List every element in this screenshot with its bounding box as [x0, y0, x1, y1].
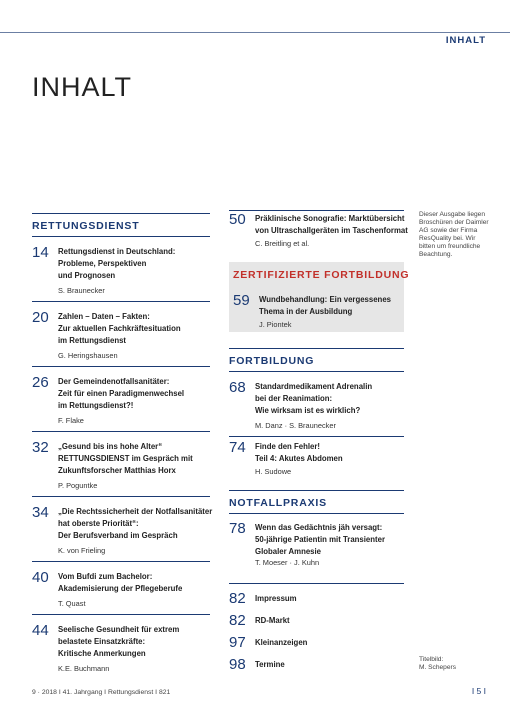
side-note: Dieser Ausgabe liegen Broschüren der Daimler AG sowie der Firma ResQuality bei. Wir bitten um freundliche Beachtung.	[419, 211, 489, 258]
page-number: 32	[32, 439, 49, 456]
article-title: Impressum	[255, 594, 297, 603]
article-author: K. von Frieling	[58, 546, 106, 555]
section-title: FORTBILDUNG	[229, 355, 315, 367]
page-number: 74	[229, 439, 246, 456]
page-number: 78	[229, 520, 246, 537]
header-tag: INHALT	[445, 35, 486, 46]
article-author: M. Danz · S. Braunecker	[255, 421, 336, 430]
page-number: 59	[233, 292, 250, 309]
article-title: RD-Markt	[255, 616, 290, 625]
article-author: J. Piontek	[259, 320, 292, 329]
page-number: 98	[229, 656, 246, 673]
page-number: 50	[229, 211, 246, 228]
article-author: T. Quast	[58, 599, 86, 608]
article-title: Rettungsdienst in Deutschland: Probleme, Perspektiven und Prognosen	[58, 247, 176, 280]
article-title: Termine	[255, 660, 285, 669]
article-title: Standardmedikament Adrenalin bei der Reanimation: Wie wirksam ist es wirklich?	[255, 382, 373, 415]
top-bar	[0, 0, 510, 46]
article-author: T. Moeser · J. Kuhn	[255, 558, 320, 567]
page-number: 40	[32, 569, 49, 586]
entry-separator	[229, 210, 404, 211]
page-number: 20	[32, 309, 49, 326]
article-title: Wundbehandlung: Ein vergessenes Thema in der Ausbildung	[259, 295, 391, 316]
section-rule	[229, 513, 404, 514]
section-title: ZERTIFIZIERTE FORTBILDUNG	[233, 269, 410, 281]
top-rule	[0, 32, 510, 33]
article-title: „Gesund bis ins hohe Alter“ RETTUNGSDIENST im Gespräch mit Zukunftsforscher Matthias Horx	[58, 442, 193, 475]
section-rule	[229, 490, 404, 491]
section-rule	[32, 213, 210, 214]
article-author: K.E. Buchmann	[58, 664, 110, 673]
page-number: 82	[229, 612, 246, 629]
footer-page-number: I 5 I	[471, 686, 486, 696]
article-title: Finde den Fehler! Teil 4: Akutes Abdomen	[255, 442, 343, 463]
article-author: S. Braunecker	[58, 286, 105, 295]
section-zertifizierte-fortbildung	[233, 269, 409, 281]
section-rettungsdienst	[32, 220, 139, 232]
entry-separator	[32, 366, 210, 367]
article-title: Wenn das Gedächtnis jäh versagt: 50-jährige Patientin mit Transienter Globaler Amnesie	[255, 523, 385, 556]
section-rule	[229, 348, 404, 349]
article-title: Kleinanzeigen	[255, 638, 308, 647]
article-author: G. Heringshausen	[58, 351, 118, 360]
article-title: „Die Rechtssicherheit der Notfallsanitäter hat oberste Priorität“: Der Berufsverband im Gespräch	[58, 507, 213, 540]
article-title: Vom Bufdi zum Bachelor: Akademisierung der Pflegeberufe	[58, 572, 183, 593]
entry-separator	[32, 301, 210, 302]
entry-separator	[229, 583, 404, 584]
section-fortbildung	[229, 355, 314, 367]
article-title: Präklinische Sonografie: Marktübersicht von Ultraschallgeräten im Taschenformat	[255, 214, 408, 235]
page-number: 26	[32, 374, 49, 391]
cover-credit: Titelbild: M. Schepers	[419, 656, 457, 671]
footer-citation: 9 · 2018 I 41. Jahrgang I Rettungsdienst I 821	[32, 689, 171, 696]
entry-separator	[32, 561, 210, 562]
page-number: 68	[229, 379, 246, 396]
entry-separator	[229, 436, 404, 437]
article-title: Der Gemeindenotfallsanitäter: Zeit für einen Paradigmenwechsel im Rettungsdienst?!	[58, 377, 185, 410]
page-number: 82	[229, 590, 246, 607]
page-number: 97	[229, 634, 246, 651]
article-author: C. Breitling et al.	[255, 239, 310, 248]
page-number: 14	[32, 244, 49, 261]
article-author: P. Poguntke	[58, 481, 98, 490]
section-rule	[229, 371, 404, 372]
entry-separator	[32, 496, 210, 497]
page-title: INHALT	[32, 72, 133, 102]
article-author: F. Flake	[58, 416, 84, 425]
article-author: H. Sudowe	[255, 467, 292, 476]
article-title: Zahlen – Daten – Fakten: Zur aktuellen Fachkräftesituation im Rettungsdienst	[58, 312, 181, 345]
entry-separator	[32, 614, 210, 615]
article-title: Seelische Gesundheit für extrem belastete Einsatzkräfte: Kritische Anmerkungen	[58, 625, 180, 658]
entry-separator	[32, 431, 210, 432]
section-rule	[32, 236, 210, 237]
page-number: 34	[32, 504, 49, 521]
section-notfallpraxis	[229, 497, 327, 509]
section-title: NOTFALLPRAXIS	[229, 497, 327, 509]
page-number: 44	[32, 622, 49, 639]
section-title: RETTUNGSDIENST	[32, 220, 140, 232]
